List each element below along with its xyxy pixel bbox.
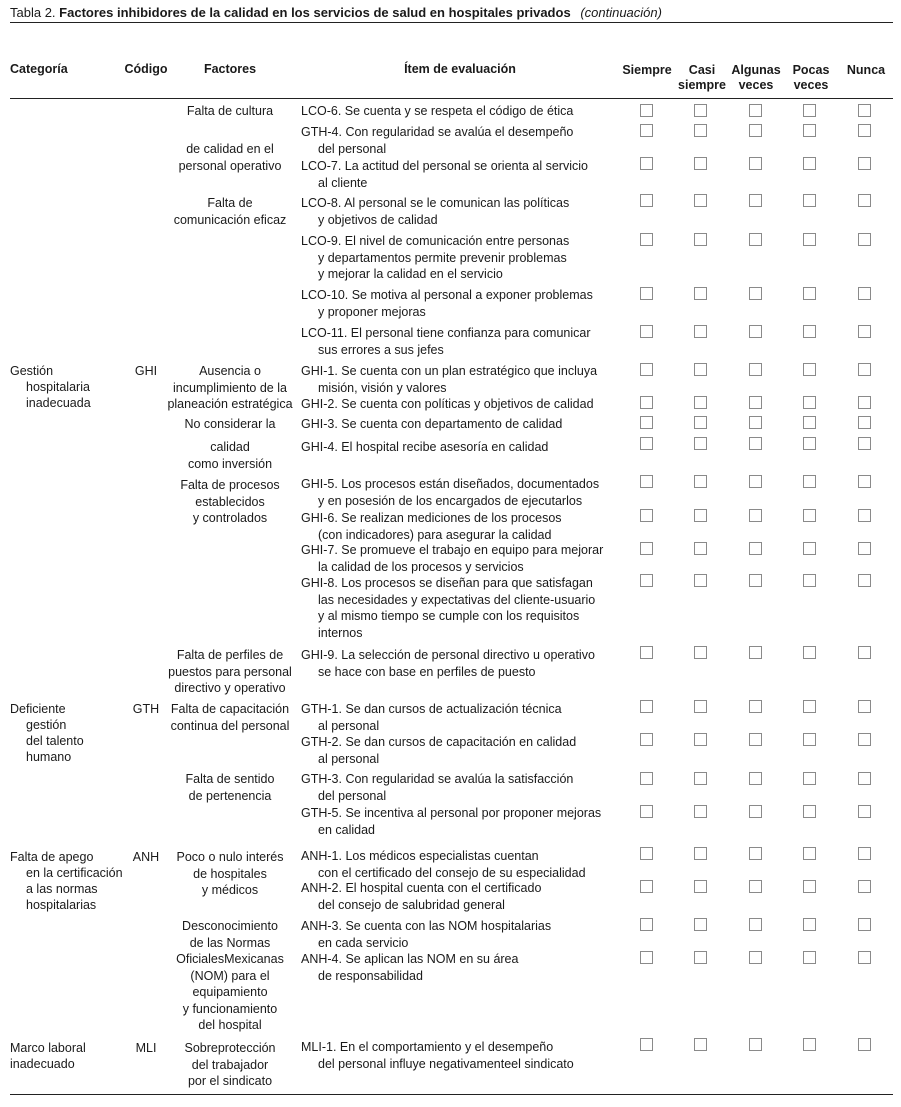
category-cell: Gestión hospitalaria inadecuada: [10, 364, 91, 410]
checkbox-algunas-veces[interactable]: [749, 157, 762, 170]
checkbox-algunas-veces[interactable]: [749, 847, 762, 860]
factor-cell: calidad como inversión: [187, 440, 273, 471]
category-cell: Marco laboral inadecuado: [10, 1041, 86, 1071]
checkbox-casi-siempre[interactable]: [694, 416, 707, 429]
checkbox-siempre[interactable]: [640, 772, 653, 785]
checkbox-nunca[interactable]: [858, 880, 871, 893]
checkbox-pocas-veces[interactable]: [803, 542, 816, 555]
item-cell: GHI-4. El hospital recibe asesoría en calidad: [301, 440, 549, 454]
header-item: Ítem de evaluación: [404, 62, 516, 76]
checkbox-siempre[interactable]: [640, 542, 653, 555]
checkbox-siempre[interactable]: [640, 918, 653, 931]
checkbox-casi-siempre[interactable]: [694, 104, 707, 117]
checkbox-algunas-veces[interactable]: [749, 194, 762, 207]
checkbox-algunas-veces[interactable]: [749, 396, 762, 409]
checkbox-siempre[interactable]: [640, 1038, 653, 1051]
checkbox-pocas-veces[interactable]: [803, 157, 816, 170]
checkbox-pocas-veces[interactable]: [803, 363, 816, 376]
factor-cell: Falta de comunicación eficaz: [173, 196, 287, 227]
checkbox-algunas-veces[interactable]: [749, 325, 762, 338]
top-rule: [10, 22, 893, 23]
checkbox-casi-siempre[interactable]: [694, 880, 707, 893]
checkbox-algunas-veces[interactable]: [749, 287, 762, 300]
checkbox-pocas-veces[interactable]: [803, 416, 816, 429]
checkbox-pocas-veces[interactable]: [803, 396, 816, 409]
checkbox-nunca[interactable]: [858, 509, 871, 522]
checkbox-casi-siempre[interactable]: [694, 475, 707, 488]
item-cell: GTH-2. Se dan cursos de capacitación en calidad al personal: [301, 735, 577, 766]
checkbox-siempre[interactable]: [640, 157, 653, 170]
checkbox-pocas-veces[interactable]: [803, 124, 816, 137]
checkbox-siempre[interactable]: [640, 363, 653, 376]
checkbox-pocas-veces[interactable]: [803, 918, 816, 931]
checkbox-siempre[interactable]: [640, 396, 653, 409]
factor-cell: de calidad en el personal operativo: [178, 142, 282, 173]
checkbox-casi-siempre[interactable]: [694, 918, 707, 931]
header-siempre: Siempre: [622, 63, 672, 77]
item-cell: MLI-1. En el comportamiento y el desempeño del personal influye negativamenteel sindicato: [301, 1040, 574, 1071]
checkbox-siempre[interactable]: [640, 951, 653, 964]
checkbox-pocas-veces[interactable]: [803, 574, 816, 587]
checkbox-nunca[interactable]: [858, 194, 871, 207]
header-pocas-veces: Pocas veces: [792, 63, 830, 92]
checkbox-algunas-veces[interactable]: [749, 416, 762, 429]
checkbox-casi-siempre[interactable]: [694, 233, 707, 246]
checkbox-algunas-veces[interactable]: [749, 363, 762, 376]
factor-cell: Desconocimiento de las Normas OficialesMexicanas (NOM) para el equipamiento y funcionamiento del hospital: [176, 919, 284, 1032]
item-cell: GTH-4. Con regularidad se avalúa el desempeño del personal: [301, 125, 574, 156]
checkbox-algunas-veces[interactable]: [749, 1038, 762, 1051]
checkbox-casi-siempre[interactable]: [694, 733, 707, 746]
checkbox-nunca[interactable]: [858, 574, 871, 587]
checkbox-nunca[interactable]: [858, 437, 871, 450]
item-cell: LCO-6. Se cuenta y se respeta el código de ética: [301, 104, 574, 118]
checkbox-algunas-veces[interactable]: [749, 509, 762, 522]
checkbox-casi-siempre[interactable]: [694, 325, 707, 338]
factor-cell: Falta de procesos establecidos y controlados: [180, 478, 280, 525]
item-cell: LCO-9. El nivel de comunicación entre personas y departamentos permite prevenir problemas y mejorar la calidad en el servicio: [301, 234, 570, 281]
header-casi-siempre: Casi siempre: [678, 63, 726, 92]
checkbox-casi-siempre[interactable]: [694, 772, 707, 785]
checkbox-pocas-veces[interactable]: [803, 325, 816, 338]
checkbox-casi-siempre[interactable]: [694, 574, 707, 587]
item-cell: GTH-3. Con regularidad se avalúa la satisfacción del personal: [301, 772, 574, 803]
code-cell: ANH: [132, 850, 160, 864]
checkbox-algunas-veces[interactable]: [749, 700, 762, 713]
checkbox-nunca[interactable]: [858, 233, 871, 246]
checkbox-algunas-veces[interactable]: [749, 104, 762, 117]
checkbox-casi-siempre[interactable]: [694, 951, 707, 964]
item-cell: LCO-10. Se motiva al personal a exponer problemas y proponer mejoras: [301, 288, 593, 319]
checkbox-pocas-veces[interactable]: [803, 951, 816, 964]
checkbox-siempre[interactable]: [640, 416, 653, 429]
checkbox-nunca[interactable]: [858, 951, 871, 964]
bottom-rule: [10, 1094, 893, 1095]
checkbox-siempre[interactable]: [640, 733, 653, 746]
item-cell: GHI-2. Se cuenta con políticas y objetivos de calidad: [301, 397, 594, 411]
checkbox-casi-siempre[interactable]: [694, 157, 707, 170]
checkbox-pocas-veces[interactable]: [803, 475, 816, 488]
factor-cell: Poco o nulo interés de hospitales y médicos: [176, 850, 284, 897]
checkbox-pocas-veces[interactable]: [803, 233, 816, 246]
checkbox-siempre[interactable]: [640, 325, 653, 338]
checkbox-siempre[interactable]: [640, 104, 653, 117]
item-cell: ANH-4. Se aplican las NOM en su área de responsabilidad: [301, 952, 519, 983]
header-algunas-veces: Algunas veces: [731, 63, 781, 92]
item-cell: GHI-9. La selección de personal directivo u operativo se hace con base en perfiles de puesto: [301, 648, 595, 679]
factor-cell: Sobreprotección del trabajador por el sindicato: [184, 1041, 276, 1088]
checkbox-pocas-veces[interactable]: [803, 646, 816, 659]
checkbox-nunca[interactable]: [858, 325, 871, 338]
checkbox-siempre[interactable]: [640, 646, 653, 659]
checkbox-algunas-veces[interactable]: [749, 437, 762, 450]
factor-cell: Falta de capacitación continua del personal: [170, 702, 290, 733]
checkbox-siempre[interactable]: [640, 880, 653, 893]
continuation-note: (continuación): [580, 5, 662, 20]
item-cell: GTH-1. Se dan cursos de actualización técnica al personal: [301, 702, 562, 733]
checkbox-pocas-veces[interactable]: [803, 1038, 816, 1051]
item-cell: LCO-8. Al personal se le comunican las políticas y objetivos de calidad: [301, 196, 570, 227]
checkbox-algunas-veces[interactable]: [749, 805, 762, 818]
checkbox-nunca[interactable]: [858, 646, 871, 659]
checkbox-algunas-veces[interactable]: [749, 918, 762, 931]
checkbox-algunas-veces[interactable]: [749, 733, 762, 746]
factor-cell: Falta de perfiles de puestos para personal directivo y operativo: [168, 648, 292, 695]
checkbox-pocas-veces[interactable]: [803, 700, 816, 713]
checkbox-algunas-veces[interactable]: [749, 233, 762, 246]
header-codigo: Código: [124, 62, 168, 76]
checkbox-siempre[interactable]: [640, 847, 653, 860]
checkbox-nunca[interactable]: [858, 805, 871, 818]
checkbox-nunca[interactable]: [858, 733, 871, 746]
checkbox-siempre[interactable]: [640, 475, 653, 488]
checkbox-nunca[interactable]: [858, 847, 871, 860]
checkbox-nunca[interactable]: [858, 416, 871, 429]
item-cell: GHI-6. Se realizan mediciones de los procesos (con indicadores) para asegurar la calidad: [301, 511, 562, 542]
item-cell: GHI-5. Los procesos están diseñados, documentados y en posesión de los encargados de ejecutarlos: [301, 477, 600, 508]
checkbox-pocas-veces[interactable]: [803, 847, 816, 860]
checkbox-casi-siempre[interactable]: [694, 700, 707, 713]
code-cell: GHI: [134, 364, 158, 378]
code-cell: MLI: [135, 1041, 157, 1055]
checkbox-casi-siempre[interactable]: [694, 396, 707, 409]
checkbox-casi-siempre[interactable]: [694, 437, 707, 450]
checkbox-pocas-veces[interactable]: [803, 880, 816, 893]
checkbox-nunca[interactable]: [858, 700, 871, 713]
checkbox-algunas-veces[interactable]: [749, 574, 762, 587]
item-cell: ANH-1. Los médicos especialistas cuentan con el certificado del consejo de su especialidad: [301, 849, 586, 880]
checkbox-algunas-veces[interactable]: [749, 475, 762, 488]
header-factores: Factores: [203, 62, 257, 76]
checkbox-siempre[interactable]: [640, 509, 653, 522]
checkbox-pocas-veces[interactable]: [803, 805, 816, 818]
factor-cell: Falta de sentido de pertenencia: [185, 772, 275, 803]
item-cell: GTH-5. Se incentiva al personal por proponer mejoras en calidad: [301, 806, 602, 837]
checkbox-pocas-veces[interactable]: [803, 437, 816, 450]
checkbox-nunca[interactable]: [858, 287, 871, 300]
checkbox-nunca[interactable]: [858, 1038, 871, 1051]
item-cell: GHI-7. Se promueve el trabajo en equipo para mejorar la calidad de los procesos y servicios: [301, 543, 604, 574]
header-rule: [10, 98, 893, 99]
checkbox-nunca[interactable]: [858, 918, 871, 931]
checkbox-nunca[interactable]: [858, 475, 871, 488]
checkbox-nunca[interactable]: [858, 396, 871, 409]
checkbox-nunca[interactable]: [858, 104, 871, 117]
item-cell: LCO-11. El personal tiene confianza para comunicar sus errores a sus jefes: [301, 326, 591, 357]
checkbox-pocas-veces[interactable]: [803, 509, 816, 522]
checkbox-siempre[interactable]: [640, 124, 653, 137]
checkbox-pocas-veces[interactable]: [803, 104, 816, 117]
checkbox-algunas-veces[interactable]: [749, 951, 762, 964]
checkbox-casi-siempre[interactable]: [694, 646, 707, 659]
item-cell: LCO-7. La actitud del personal se orienta al servicio al cliente: [301, 159, 588, 190]
checkbox-casi-siempre[interactable]: [694, 542, 707, 555]
checkbox-siempre[interactable]: [640, 437, 653, 450]
item-cell: GHI-3. Se cuenta con departamento de calidad: [301, 417, 563, 431]
checkbox-casi-siempre[interactable]: [694, 194, 707, 207]
checkbox-pocas-veces[interactable]: [803, 772, 816, 785]
checkbox-algunas-veces[interactable]: [749, 124, 762, 137]
factor-cell: No considerar la: [184, 417, 276, 431]
checkbox-pocas-veces[interactable]: [803, 733, 816, 746]
code-cell: GTH: [132, 702, 160, 716]
item-cell: ANH-3. Se cuenta con las NOM hospitalarias en cada servicio: [301, 919, 552, 950]
checkbox-casi-siempre[interactable]: [694, 363, 707, 376]
item-cell: GHI-8. Los procesos se diseñan para que satisfagan las necesidades y expectativas del cliente-usuario y al mismo tiempo se cumple con los requisitos internos: [301, 576, 596, 640]
checkbox-algunas-veces[interactable]: [749, 772, 762, 785]
checkbox-casi-siempre[interactable]: [694, 1038, 707, 1051]
checkbox-nunca[interactable]: [858, 124, 871, 137]
table-caption: Tabla 2. Factores inhibidores de la calidad en los servicios de salud en hospitales privados (continuación): [10, 5, 662, 20]
checkbox-siempre[interactable]: [640, 194, 653, 207]
checkbox-pocas-veces[interactable]: [803, 287, 816, 300]
table-title: Factores inhibidores de la calidad en los servicios de salud en hospitales privados: [59, 5, 571, 20]
item-cell: ANH-2. El hospital cuenta con el certificado del consejo de salubridad general: [301, 881, 542, 912]
checkbox-siempre[interactable]: [640, 700, 653, 713]
checkbox-casi-siempre[interactable]: [694, 847, 707, 860]
checkbox-pocas-veces[interactable]: [803, 194, 816, 207]
checkbox-casi-siempre[interactable]: [694, 805, 707, 818]
checkbox-algunas-veces[interactable]: [749, 880, 762, 893]
checkbox-siempre[interactable]: [640, 574, 653, 587]
checkbox-siempre[interactable]: [640, 233, 653, 246]
checkbox-casi-siempre[interactable]: [694, 124, 707, 137]
checkbox-nunca[interactable]: [858, 157, 871, 170]
checkbox-siempre[interactable]: [640, 805, 653, 818]
checkbox-nunca[interactable]: [858, 772, 871, 785]
category-cell: Deficiente gestión del talento humano: [10, 702, 84, 764]
checkbox-nunca[interactable]: [858, 542, 871, 555]
checkbox-nunca[interactable]: [858, 363, 871, 376]
checkbox-casi-siempre[interactable]: [694, 287, 707, 300]
header-nunca: Nunca: [846, 63, 886, 77]
checkbox-siempre[interactable]: [640, 287, 653, 300]
category-cell: Falta de apego en la certificación a las normas hospitalarias: [10, 850, 123, 912]
factor-cell: Ausencia o incumplimiento de la planeación estratégica: [167, 364, 293, 411]
checkbox-casi-siempre[interactable]: [694, 509, 707, 522]
factor-cell: Falta de cultura: [186, 104, 274, 118]
checkbox-algunas-veces[interactable]: [749, 542, 762, 555]
item-cell: GHI-1. Se cuenta con un plan estratégico que incluya misión, visión y valores: [301, 364, 598, 395]
header-categoria: Categoría: [10, 62, 68, 76]
checkbox-algunas-veces[interactable]: [749, 646, 762, 659]
